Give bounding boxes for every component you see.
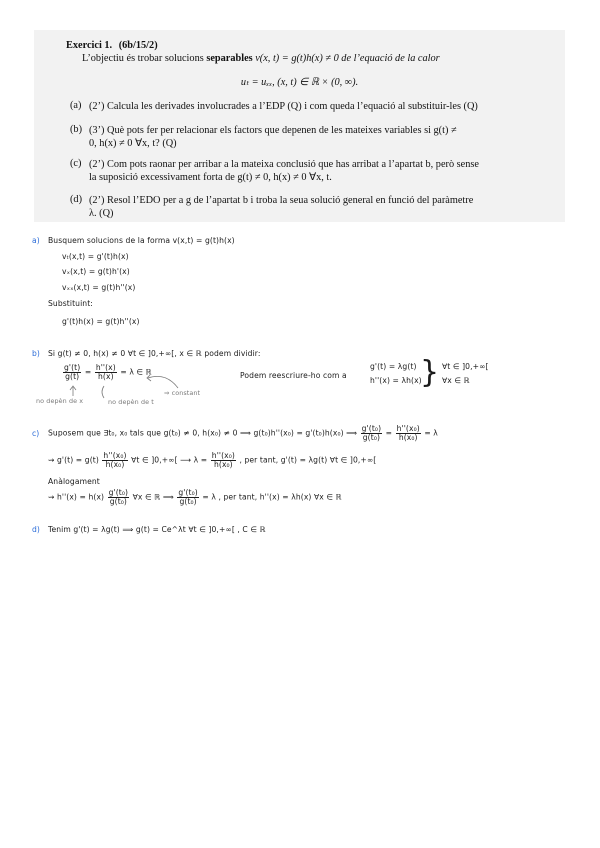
lambda-constant: = λ ∈ ℝ <box>120 367 152 377</box>
intro-text-start: L’objectiu és trobar solucions <box>82 53 207 64</box>
frac-den: h(x) <box>98 372 114 381</box>
answer-a-derivative-t: vₜ(x,t) = g'(t)h(x) <box>62 252 129 261</box>
intro-text-end: v(x, t) = g(t)h(x) ≠ 0 de l’equació de la calor <box>252 53 440 64</box>
answer-a-substituting: Substituint: <box>48 299 93 308</box>
frac-den: g(t₀) <box>179 497 197 506</box>
answer-c-line2 <box>48 452 376 469</box>
answer-c-label: c) <box>32 429 40 438</box>
note-no-depen-t: no depèn de t <box>108 398 154 406</box>
answer-a-line1: Busquem solucions de la forma v(x,t) = g(t)h(x) <box>48 236 235 245</box>
arrow-curve-constant <box>148 376 178 388</box>
frac-den: h(x₀) <box>398 433 418 442</box>
answer-c-line1 <box>48 425 438 442</box>
intro-bold-word: separables <box>206 53 253 64</box>
item-label-b: (b) <box>70 124 83 135</box>
answer-a-derivative-x: vₓ(x,t) = g(t)h'(x) <box>62 267 130 276</box>
frac-num: g'(t₀) <box>178 488 198 497</box>
answer-c-line2-end: , per tant, g'(t) = λg(t) ∀t ∈ ]0,+∞[ <box>239 455 377 465</box>
fraction <box>396 425 421 442</box>
frac-num: g'(t₀) <box>361 424 382 433</box>
answer-b-label: b) <box>32 349 40 358</box>
answer-d-line1: Tenim g'(t) = λg(t) ⟹ g(t) = Ce^λt ∀t ∈ ]0,+∞[ , C ∈ ℝ <box>48 525 266 534</box>
fraction <box>361 425 382 442</box>
answer-a-label: a) <box>32 236 40 245</box>
answer-c-line3-start: ⇝ h''(x) = h(x) <box>48 492 105 502</box>
fraction-g <box>63 364 81 381</box>
arrow-head-left <box>70 386 76 390</box>
answer-b-line1: Si g(t) ≠ 0, h(x) ≠ 0 ∀t ∈ ]0,+∞[, x ∈ ℝ podem dividir: <box>48 349 261 358</box>
condition-t: ∀t ∈ ]0,+∞[ <box>442 362 489 371</box>
answer-a-equation: g'(t)h(x) = g(t)h''(x) <box>62 317 140 326</box>
item-label-c: (c) <box>70 158 82 169</box>
fraction <box>177 489 198 506</box>
item-b-text-line1: (3’) Què pots fer per relacionar els factors que depenen de les mateixes variables si g(t) ≠ <box>89 125 457 136</box>
item-c-text-line2: la suposició excessivament forta de g(t) ≠ 0, h(x) ≠ 0 ∀x, t. <box>89 172 332 183</box>
answer-c-line3-mid: ∀x ∈ ℝ ⟹ <box>132 492 174 502</box>
equals: = <box>385 428 393 438</box>
exercise-number: Exercici 1. <box>66 40 113 51</box>
frac-num: g'(t₀) <box>108 488 129 497</box>
item-d-text-line1: (2’) Resol l’EDO per a g de l’apartat b i troba la seua solució general en funció del paràmetre <box>89 195 474 206</box>
answer-d-label: d) <box>32 525 40 534</box>
answer-b-rewrite: Podem reescriure-ho com a <box>240 371 347 380</box>
item-label-d: (d) <box>70 194 83 205</box>
system-eq-h: h''(x) = λh(x) <box>370 376 422 385</box>
frac-num: g'(t) <box>64 363 81 372</box>
answer-c-analogously: Anàlogament <box>48 477 100 486</box>
fraction <box>211 452 236 469</box>
note-no-depen-x: no depèn de x <box>36 397 84 405</box>
system-brace: } <box>420 355 440 390</box>
frac-num: h''(x₀) <box>396 424 420 433</box>
lambda-tail: = λ <box>424 428 438 438</box>
item-c-text-line1: (2’) Com pots raonar per arribar a la mateixa conclusió que has arribat a l’apartat b, però sense <box>89 159 479 170</box>
frac-den: h(x₀) <box>213 460 233 469</box>
fraction-h <box>95 364 117 381</box>
answer-c-line3 <box>48 489 342 506</box>
frac-den: h(x₀) <box>105 460 125 469</box>
problem-title <box>66 39 158 52</box>
answer-c-line2-mid: ∀t ∈ ]0,+∞[ ⟶ λ = <box>131 455 208 465</box>
answer-c-line2-start: ⇝ g'(t) = g(t) <box>48 455 99 465</box>
heat-equation: uₜ = uₓₓ, (x, t) ∈ ℝ × (0, ∞). <box>240 77 359 88</box>
fraction <box>102 452 127 469</box>
frac-num: h''(x₀) <box>103 451 127 460</box>
problem-intro <box>82 52 440 65</box>
frac-num: h''(x) <box>95 363 116 372</box>
fraction <box>108 489 129 506</box>
item-label-a: (a) <box>70 100 82 111</box>
item-d-text-line2: λ. (Q) <box>89 208 114 219</box>
answer-c-line1-text: Suposem que ∃t₀, x₀ tals que g(t₀) ≠ 0, h(x₀) ≠ 0 ⟹ g(t₀)h''(x₀) = g'(t₀)h(x₀) ⟹ <box>48 428 358 438</box>
answer-c-line3-end: = λ , per tant, h''(x) = λh(x) ∀x ∈ ℝ <box>202 492 342 502</box>
frac-den: g(t) <box>65 372 80 381</box>
condition-x: ∀x ∈ ℝ <box>442 376 470 385</box>
note-constant: ⇒ constant <box>164 389 201 397</box>
arrow-up-right <box>102 386 104 398</box>
frac-den: g(t₀) <box>109 497 127 506</box>
system-eq-g: g'(t) = λg(t) <box>370 362 417 371</box>
exercise-code: (6b/15/2) <box>118 40 158 51</box>
frac-num: h''(x₀) <box>211 451 235 460</box>
answer-a-derivative-xx: vₓₓ(x,t) = g(t)h''(x) <box>62 283 136 292</box>
item-a-text: (2’) Calcula les derivades involucrades a l’EDP (Q) i com queda l’equació al substituir-les (Q) <box>89 101 478 112</box>
answer-b-separated-equation: $\frac{g'(t)}{g(t)}$ = $\frac{h''(x)}{h(x)}$ = λ ∈ ℝ <box>64 363 152 381</box>
item-b-text-line2: 0, h(x) ≠ 0 ∀x, t? (Q) <box>89 138 177 149</box>
frac-den: g(t₀) <box>362 433 381 442</box>
